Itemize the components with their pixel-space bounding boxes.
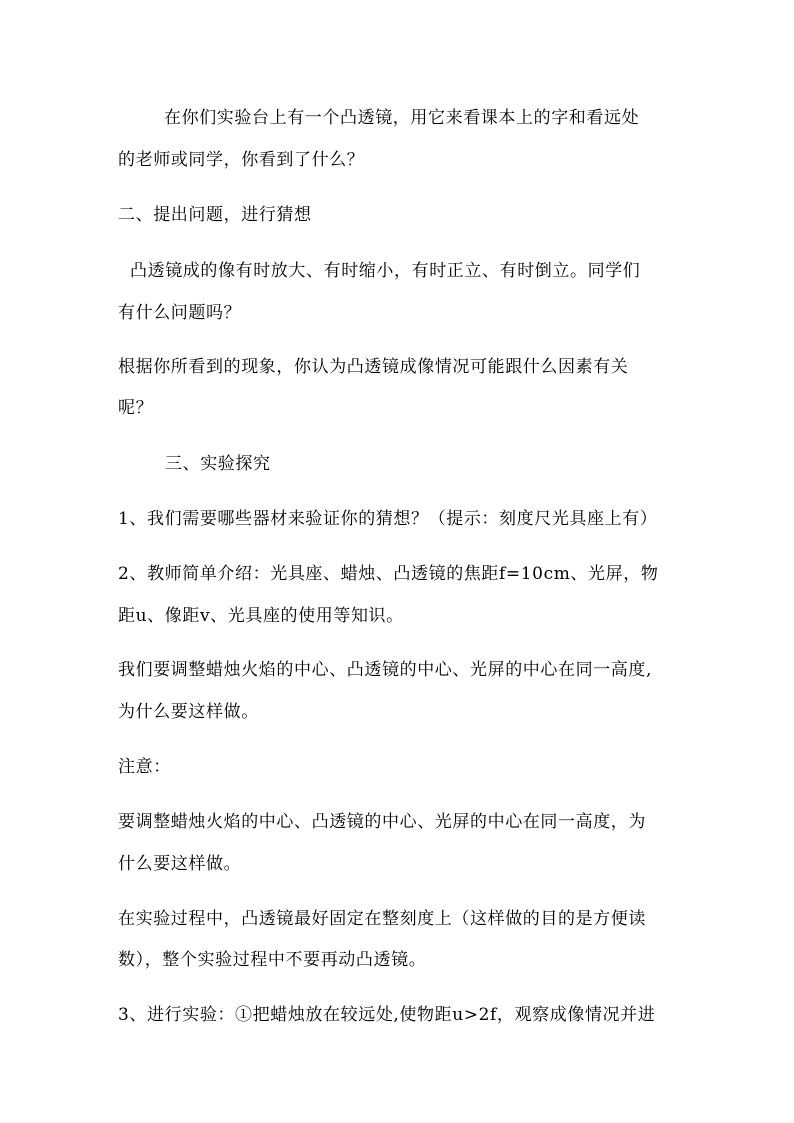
step-2-line-2: 距u、像距v、光具座的使用等知识。 xyxy=(118,606,404,626)
step-1: 1、我们需要哪些器材来验证你的猜想？（提示：刻度尺光具座上有） xyxy=(118,509,658,529)
paragraph-image-line-2: 有什么问题吗？ xyxy=(118,303,242,323)
paragraph-factors-line-1: 根据你所看到的现象，你认为凸透镜成像情况可能跟什么因素有关 xyxy=(118,357,629,377)
section-heading-2: 二、提出问题，进行猜想 xyxy=(118,205,312,225)
paragraph-intro-line-1: 在你们实验台上有一个凸透镜，用它来看课本上的字和看远处 xyxy=(164,108,640,128)
step-3-line-1: 3、进行实验：①把蜡烛放在较远处,使物距u>2f，观察成像情况并进 xyxy=(118,1005,656,1025)
step-2-line-1: 2、教师简单介绍：光具座、蜡烛、凸透镜的焦距f=10cm、光屏，物 xyxy=(118,564,659,584)
paragraph-adjust-line-1: 我们要调整蜡烛火焰的中心、凸透镜的中心、光屏的中心在同一高度, xyxy=(118,660,653,680)
section-heading-3: 三、实验探究 xyxy=(165,454,271,474)
paragraph-fix-lens-line-2: 数），整个实验过程中不要再动凸透镜。 xyxy=(118,950,427,970)
paragraph-image-line-1: 凸透镜成的像有时放大、有时缩小，有时正立、有时倒立。同学们 xyxy=(130,261,641,281)
paragraph-intro-line-2: 的老师或同学，你看到了什么？ xyxy=(118,150,365,170)
paragraph-adjust-line-2: 为什么要这样做。 xyxy=(118,702,259,722)
note-line-2: 什么要这样做。 xyxy=(118,854,242,874)
note-line-1: 要调整蜡烛火焰的中心、凸透镜的中心、光屏的中心在同一高度，为 xyxy=(118,812,646,832)
paragraph-factors-line-2: 呢？ xyxy=(118,398,154,418)
note-heading: 注意： xyxy=(118,757,171,777)
paragraph-fix-lens-line-1: 在实验过程中，凸透镜最好固定在整刻度上（这样做的目的是方便读 xyxy=(118,909,646,929)
